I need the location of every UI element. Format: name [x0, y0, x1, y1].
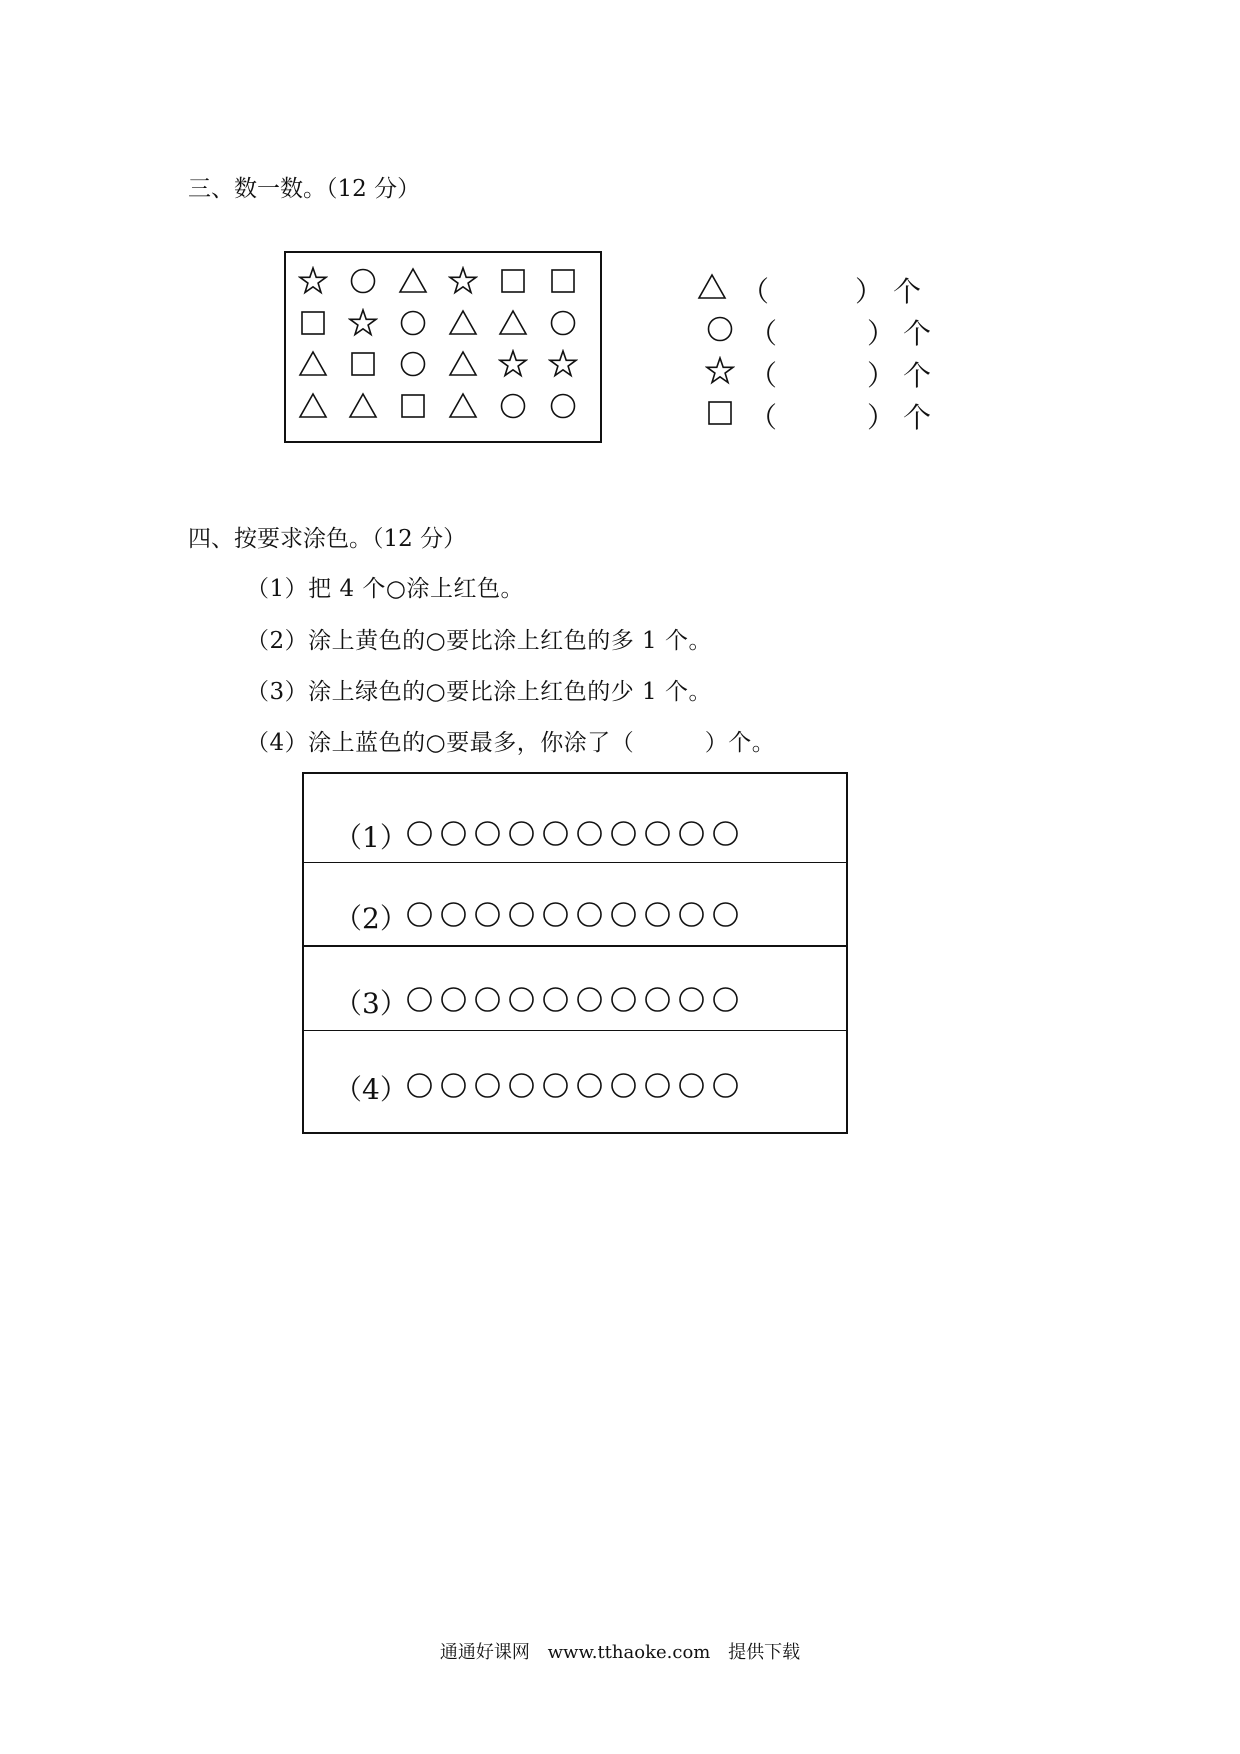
answer-unit: 个 [903, 359, 932, 392]
circle-icon[interactable] [406, 986, 433, 1013]
circle-icon[interactable] [474, 1072, 501, 1099]
answer-close-paren: ） [867, 359, 896, 392]
answer-unit: 个 [903, 317, 932, 350]
circle-icon[interactable] [440, 986, 467, 1013]
circle-icon [498, 391, 528, 421]
circle-icon[interactable] [508, 901, 535, 928]
circle-icon[interactable] [406, 820, 433, 847]
coloring-table [302, 772, 848, 1134]
answer-unit: 个 [893, 275, 922, 308]
shape-grid-box [284, 251, 602, 443]
footer-site-name: 通通好课网 [439, 1642, 530, 1663]
triangle-icon [448, 391, 478, 421]
circle-icon[interactable] [610, 1072, 637, 1099]
circle-icon[interactable] [406, 1072, 433, 1099]
circle-icon[interactable] [440, 901, 467, 928]
circle-icon[interactable] [610, 820, 637, 847]
circle-icon[interactable] [576, 1072, 603, 1099]
coloring-row-label: （1） [334, 821, 408, 854]
answer-close-paren: ） [867, 401, 896, 434]
coloring-row [304, 1030, 846, 1132]
circle-icon[interactable] [474, 820, 501, 847]
circle-icon[interactable] [508, 986, 535, 1013]
coloring-row [304, 862, 846, 945]
star-icon [298, 266, 328, 296]
circle-icon [548, 391, 578, 421]
triangle-icon [498, 308, 528, 338]
page-footer [0, 1638, 1240, 1664]
circle-icon[interactable] [576, 901, 603, 928]
coloring-row [304, 945, 846, 1030]
answer-close-paren: ） [867, 317, 896, 350]
footer-url[interactable]: www.tthaoke.com [547, 1642, 711, 1663]
circle-icon [548, 308, 578, 338]
circle-icon[interactable] [644, 901, 671, 928]
circle-icon[interactable] [474, 986, 501, 1013]
circle-icon[interactable] [508, 820, 535, 847]
section4-heading: 四、按要求涂色。（12 分） [188, 526, 467, 552]
circle-icon [398, 349, 428, 379]
circle-icon[interactable] [644, 820, 671, 847]
circle-icon[interactable] [712, 901, 739, 928]
coloring-row-label: （2） [334, 902, 408, 935]
star-icon [498, 349, 528, 379]
coloring-row-label: （3） [334, 987, 408, 1020]
circle-icon[interactable] [542, 901, 569, 928]
circle-icon[interactable] [712, 986, 739, 1013]
circle-icon[interactable] [610, 986, 637, 1013]
section3-heading: 三、数一数。（12 分） [188, 176, 421, 202]
circle-icon[interactable] [542, 820, 569, 847]
count-row-triangle [697, 270, 957, 308]
square-icon [548, 266, 578, 296]
answer-open-paren: （ [749, 401, 778, 434]
square-icon [498, 266, 528, 296]
instruction-1: （1）把 4 个○涂上红色。 [246, 576, 524, 602]
answer-unit: 个 [903, 401, 932, 434]
count-row-star [697, 354, 957, 392]
circle-icon[interactable] [576, 820, 603, 847]
instruction-3: （3）涂上绿色的○要比涂上红色的少 1 个。 [246, 679, 712, 705]
coloring-row-label: （4） [334, 1073, 408, 1106]
circle-icon[interactable] [508, 1072, 535, 1099]
triangle-icon [448, 308, 478, 338]
square-icon [398, 391, 428, 421]
footer-note: 提供下载 [728, 1642, 801, 1663]
circle-icon[interactable] [440, 820, 467, 847]
answer-open-paren: （ [741, 275, 770, 308]
triangle-icon [398, 266, 428, 296]
star-icon [548, 349, 578, 379]
triangle-icon [298, 391, 328, 421]
circle-icon[interactable] [644, 986, 671, 1013]
circle-icon[interactable] [440, 1072, 467, 1099]
circle-icon[interactable] [678, 820, 705, 847]
circle-icon[interactable] [610, 901, 637, 928]
circle-icon[interactable] [542, 986, 569, 1013]
circle-icon[interactable] [678, 986, 705, 1013]
circle-icon[interactable] [712, 820, 739, 847]
star-icon [348, 308, 378, 338]
count-row-square [697, 396, 957, 434]
answer-close-paren: ） [855, 275, 884, 308]
instruction-4: （4）涂上蓝色的○要最多，你涂了（ ）个。 [246, 730, 776, 756]
circle-icon[interactable] [542, 1072, 569, 1099]
circle-icon [398, 308, 428, 338]
circle-icon [348, 266, 378, 296]
circle-icon[interactable] [474, 901, 501, 928]
answer-open-paren: （ [749, 359, 778, 392]
circle-icon[interactable] [406, 901, 433, 928]
star-icon [448, 266, 478, 296]
circle-icon[interactable] [678, 901, 705, 928]
triangle-icon [448, 349, 478, 379]
coloring-row [304, 774, 846, 862]
triangle-icon [348, 391, 378, 421]
circle-icon[interactable] [576, 986, 603, 1013]
answer-open-paren: （ [749, 317, 778, 350]
triangle-icon [298, 349, 328, 379]
circle-icon[interactable] [644, 1072, 671, 1099]
circle-icon[interactable] [712, 1072, 739, 1099]
instruction-2: （2）涂上黄色的○要比涂上红色的多 1 个。 [246, 628, 712, 654]
square-icon [348, 349, 378, 379]
circle-icon[interactable] [678, 1072, 705, 1099]
count-row-circle [697, 312, 957, 350]
square-icon [298, 308, 328, 338]
